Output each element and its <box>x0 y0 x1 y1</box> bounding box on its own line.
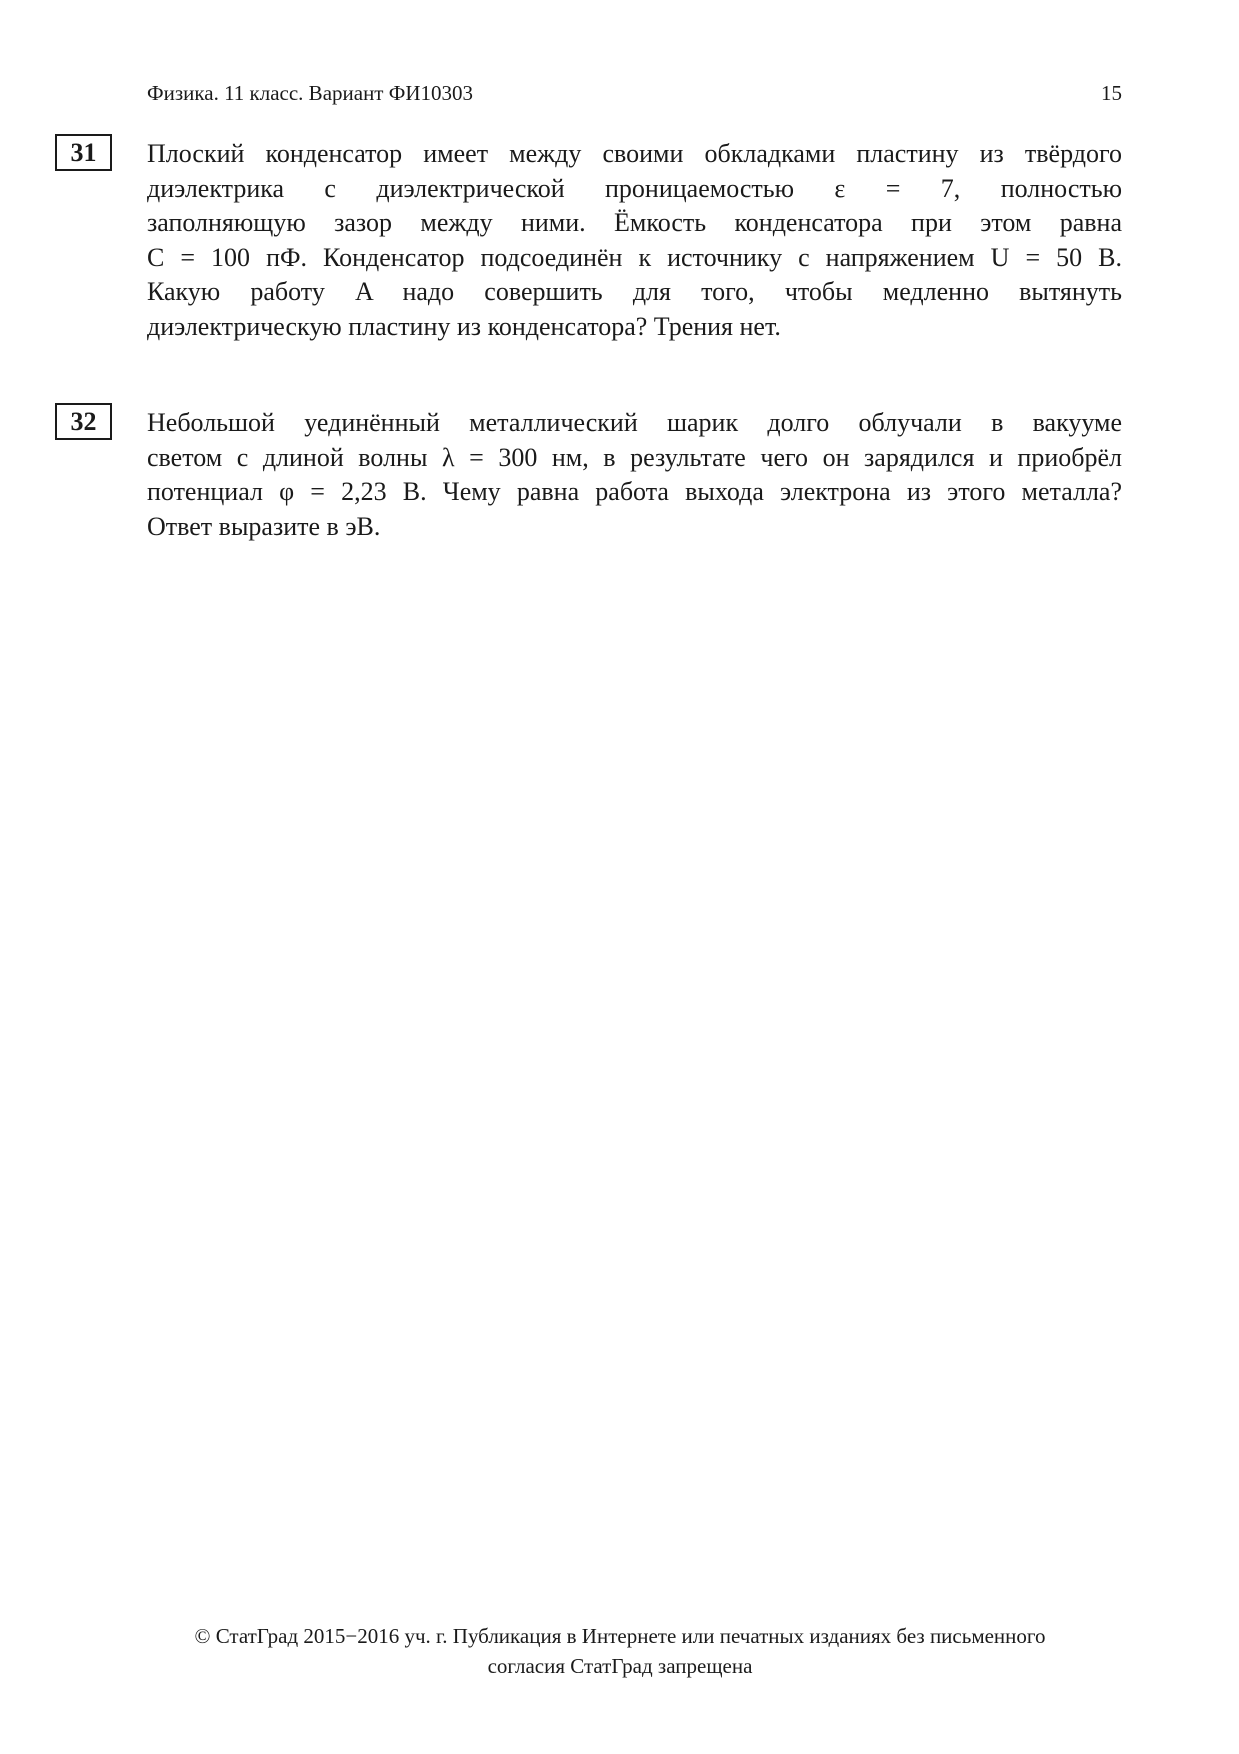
task-text-line: Небольшой уединённый металлический шарик долго облучали в вакууме <box>147 408 1122 437</box>
task-text-line: Плоский конденсатор имеет между своими обкладками пластину из твёрдого <box>147 139 1122 168</box>
task-text-line: потенциал φ = 2,23 В. Чему равна работа выхода электрона из этого металла? <box>147 477 1122 506</box>
task-text <box>147 406 1122 544</box>
task-number-box: 32 <box>55 403 112 440</box>
task-text-line: Ответ выразите в эВ. <box>147 511 381 541</box>
task-text-line: диэлектрика с диэлектрической проницаемостью ε = 7, полностью <box>147 173 1122 203</box>
task-text-line: заполняющую зазор между ними. Ёмкость конденсатора при этом равна <box>147 208 1122 237</box>
copyright-footer <box>100 1621 1140 1681</box>
task-text-line: диэлектрическую пластину из конденсатора? Трения нет. <box>147 311 781 341</box>
page-header <box>147 78 1122 108</box>
task-number-box: 31 <box>55 134 112 171</box>
task-text-line: C = 100 пФ. Конденсатор подсоединён к источнику с напряжением U = 50 В. <box>147 242 1122 272</box>
page-number: 15 <box>1101 81 1122 105</box>
task-text-line: Какую работу A надо совершить для того, чтобы медленно вытянуть <box>147 277 1122 306</box>
document-title: Физика. 11 класс. Вариант ФИ10303 <box>147 81 473 105</box>
task-text <box>147 137 1122 344</box>
copyright-line: © СтатГрад 2015−2016 уч. г. Публикация в Интернете или печатных изданиях без письменного <box>194 1624 1046 1648</box>
task-text-line: светом с длиной волны λ = 300 нм, в результате чего он зарядился и приобрёл <box>147 442 1122 472</box>
copyright-line: согласия СтатГрад запрещена <box>487 1654 753 1678</box>
